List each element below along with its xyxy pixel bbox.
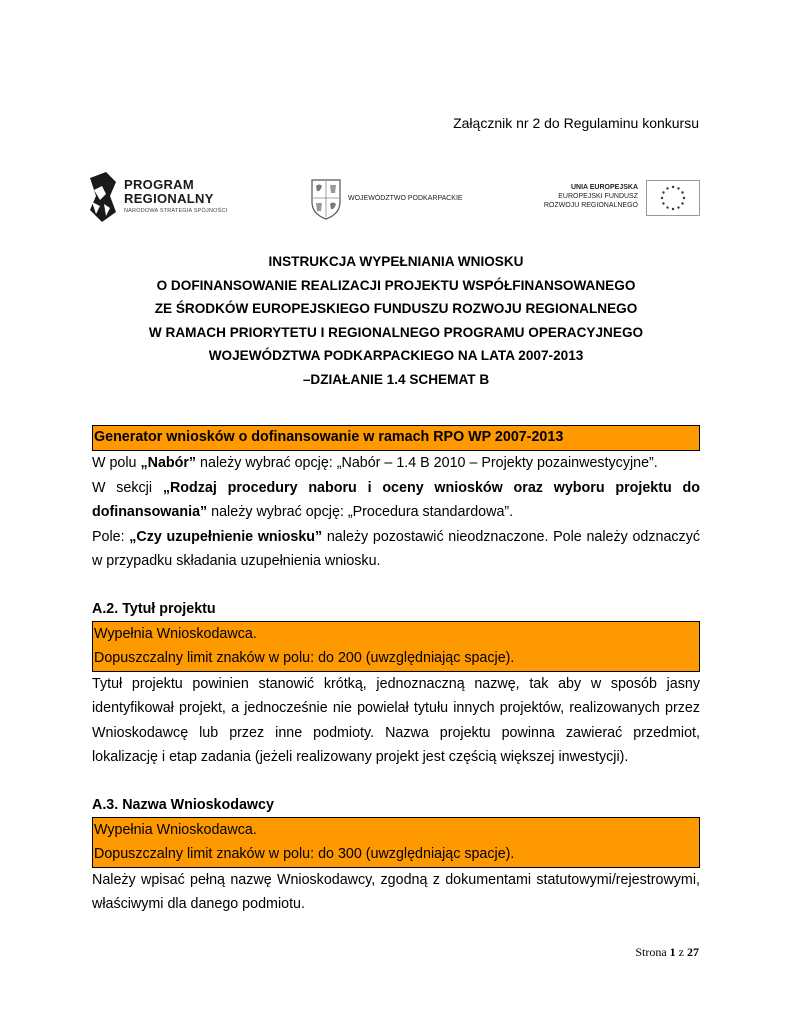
footer-label: Strona (635, 945, 667, 959)
eu-star-icon (662, 202, 664, 204)
section-a3-box (92, 817, 700, 868)
logos-row (88, 170, 700, 228)
eu-star-icon (666, 187, 668, 189)
p2-bold: „Rodzaj procedury naboru i oceny wniosków oraz wyboru projektu do dofinansowania” (92, 479, 700, 520)
eu-star-icon (677, 206, 679, 208)
title-line-5: WOJEWÓDZTWA PODKARPACKIEGO NA LATA 2007-2013 (208, 348, 584, 364)
voivodeship-label: WOJEWÓDZTWO PODKARPACKIE (348, 195, 463, 202)
generator-paragraph-2 (92, 476, 700, 525)
eu-star-icon (677, 187, 679, 189)
title-line-3: ZE ŚRODKÓW EUROPEJSKIEGO FUNDUSZU ROZWOJU REGIONALNEGO (154, 301, 638, 317)
section-a2-box-line1: Wypełnia Wnioskodawca. (94, 625, 257, 642)
program-regionalny-title (124, 178, 214, 206)
program-regionalny-mark-icon (88, 172, 118, 222)
p1-bold: „Nabór” (140, 455, 197, 471)
section-a2-text: Tytuł projektu powinien stanowić krótką, jednoznaczną nazwę, tak aby w sposób jasny identyfikował projekt, a jednocześnie nie powielał tytułu innych projektów, realizowanych przez Wnioskodawcę lub przez inne podmioty. Nazwa projektu powinna zawierać przedmiot, lokalizację i etap zadania (jeżeli realizowany projekt jest częścią większej inwestycji). (92, 675, 700, 765)
footer-sep: z (678, 945, 684, 959)
program-regionalny-line1: PROGRAM (124, 177, 194, 192)
section-a2-box-line2: Dopuszczalny limit znaków w polu: do 200 (uwzględniając spacje). (94, 650, 515, 666)
section-a3-text: Należy wpisać pełną nazwę Wnioskodawcy, zgodną z dokumentami statutowymi/rejestrowymi, właściwymi dla danego podmiotu. (92, 871, 700, 912)
voivodeship-crest-icon (310, 178, 342, 220)
p3-bold: „Czy uzupełnienie wniosku” (129, 528, 323, 545)
generator-box: Generator wniosków o dofinansowanie w ramach RPO WP 2007-2013 (92, 425, 700, 451)
p2-pre: W sekcji (92, 479, 163, 496)
program-regionalny-line2: REGIONALNY (124, 191, 214, 206)
eu-star-icon (666, 206, 668, 208)
annex-label: Załącznik nr 2 do Regulaminu konkursu (453, 115, 699, 131)
p1-post: należy wybrać opcję: „Nabór – 1.4 B 2010 – Projekty pozainwestycyjne”. (196, 455, 658, 471)
eu-star-icon (683, 197, 685, 199)
p3-pre: Pole: (92, 528, 130, 545)
document-body (92, 425, 700, 917)
page-footer (635, 945, 699, 960)
eu-line2: EUROPEJSKI FUNDUSZ (558, 193, 638, 200)
eu-text (544, 183, 638, 210)
eu-star-icon (672, 208, 674, 210)
eu-flag-icon (646, 180, 700, 216)
generator-paragraph-3 (92, 525, 700, 574)
footer-total: 27 (687, 945, 699, 959)
section-a3-box-line1: Wypełnia Wnioskodawca. (94, 821, 257, 838)
program-regionalny-logo (88, 170, 248, 226)
section-a2-heading: A.2. Tytuł projektu (92, 600, 216, 617)
title-line-2: O DOFINANSOWANIE REALIZACJI PROJEKTU WSPÓŁFINANSOWANEGO (156, 277, 636, 293)
eu-star-icon (672, 186, 674, 188)
eu-logo (500, 180, 700, 220)
section-a3-heading: A.3. Nazwa Wnioskodawcy (92, 796, 274, 813)
eu-star-icon (681, 202, 683, 204)
footer-page: 1 (669, 945, 676, 959)
title-line-4: W RAMACH PRIORYTETU I REGIONALNEGO PROGRAMU OPERACYJNEGO (148, 324, 644, 340)
program-regionalny-subtitle: NARODOWA STRATEGIA SPÓJNOŚCI (124, 208, 228, 214)
title-line-6: –DZIAŁANIE 1.4 SCHEMAT B (302, 371, 490, 387)
eu-star-icon (681, 191, 683, 193)
title-line-1: INSTRUKCJA WYPEŁNIANIA WNIOSKU (268, 254, 524, 269)
generator-paragraph-1 (92, 451, 700, 476)
section-a3-box-line2: Dopuszczalny limit znaków w polu: do 300 (uwzględniając spacje). (94, 846, 515, 862)
document-title (92, 250, 700, 392)
eu-star-icon (661, 197, 663, 199)
p2-post: należy wybrać opcję: „Procedura standardowa”. (207, 504, 514, 520)
p1-pre: W polu (92, 455, 141, 471)
eu-line1: UNIA EUROPEJSKA (570, 184, 638, 191)
voivodeship-logo (310, 178, 480, 220)
p3-post: należy pozostawić nieodznaczone. Pole należy odznaczyć w przypadku składania uzupełnienia wniosku. (92, 528, 701, 569)
eu-line3: ROZWOJU REGIONALNEGO (543, 202, 638, 209)
section-a2-box (92, 621, 700, 672)
eu-star-icon (662, 191, 664, 193)
